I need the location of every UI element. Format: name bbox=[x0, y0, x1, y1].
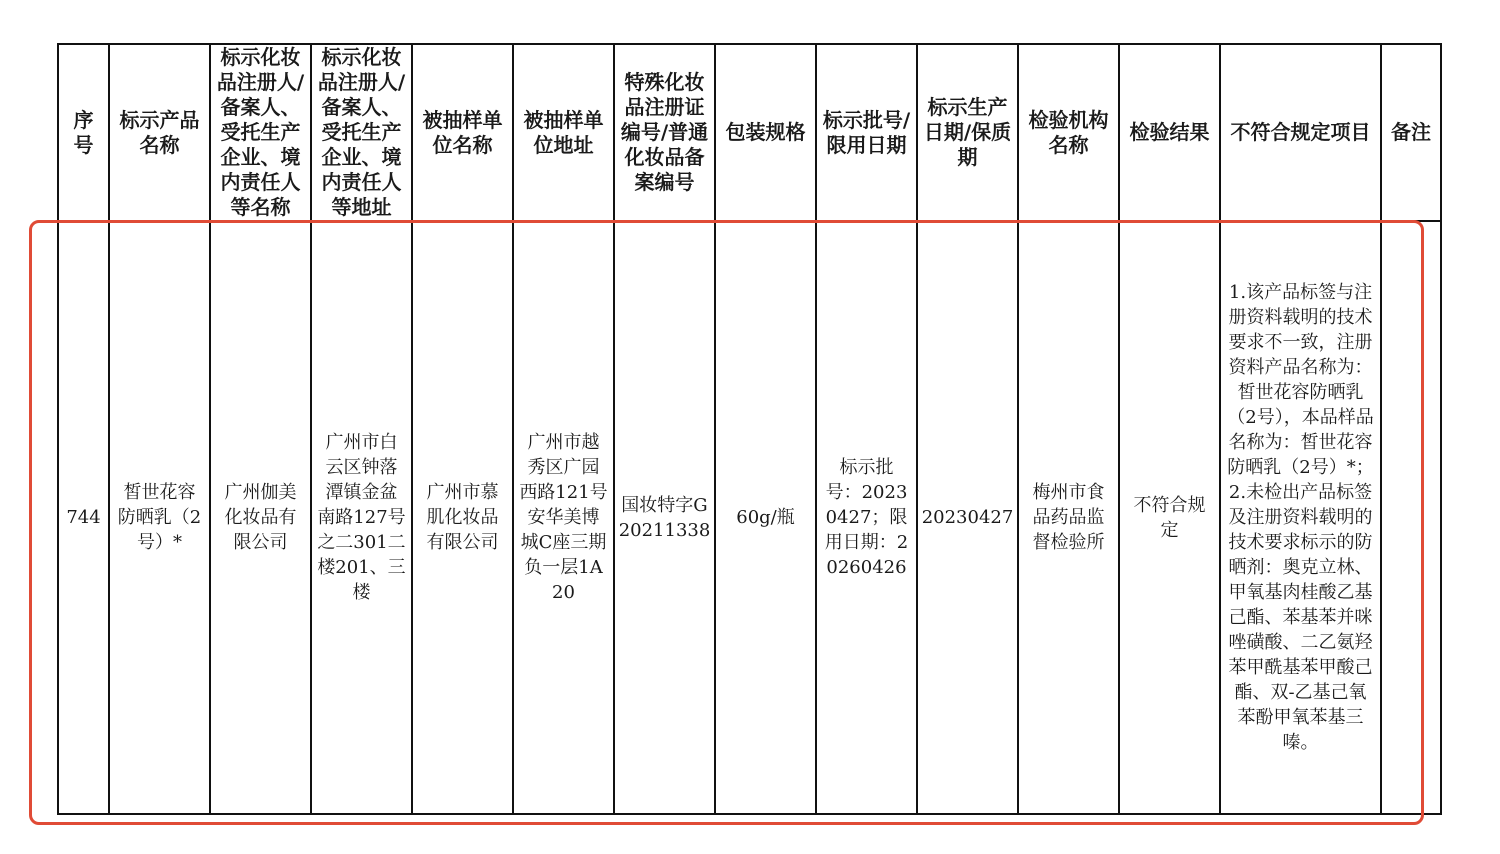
cell-registration-no: 国妆特字G20211338 bbox=[614, 221, 715, 814]
header-sampled-unit-name: 被抽样单位名称 bbox=[412, 44, 513, 221]
header-product-name: 标示产品名称 bbox=[109, 44, 210, 221]
cell-registrant-address: 广州市白云区钟落潭镇金盆南路127号之二301二楼201、三楼 bbox=[311, 221, 412, 814]
header-registrant-address: 标示化妆品注册人/备案人、受托生产企业、境内责任人等地址 bbox=[311, 44, 412, 221]
header-inspection-org: 检验机构名称 bbox=[1018, 44, 1119, 221]
cell-sampled-unit-address: 广州市越秀区广园西路121号安华美博城C座三期负一层1A20 bbox=[513, 221, 614, 814]
cell-production-date: 20230427 bbox=[917, 221, 1018, 814]
header-inspection-result: 检验结果 bbox=[1119, 44, 1220, 221]
cell-package-spec: 60g/瓶 bbox=[715, 221, 816, 814]
header-batch-expiry: 标示批号/限用日期 bbox=[816, 44, 917, 221]
cell-sampled-unit-name: 广州市慕肌化妆品有限公司 bbox=[412, 221, 513, 814]
cell-remarks bbox=[1381, 221, 1441, 814]
cell-registrant-name: 广州伽美化妆品有限公司 bbox=[210, 221, 311, 814]
cell-product-name: 皙世花容防晒乳（2号）* bbox=[109, 221, 210, 814]
header-registration-no: 特殊化妆品注册证编号/普通化妆品备案编号 bbox=[614, 44, 715, 221]
header-registrant-name: 标示化妆品注册人/备案人、受托生产企业、境内责任人等名称 bbox=[210, 44, 311, 221]
header-seq: 序号 bbox=[58, 44, 109, 221]
header-package-spec: 包装规格 bbox=[715, 44, 816, 221]
header-sampled-unit-address: 被抽样单位地址 bbox=[513, 44, 614, 221]
cell-inspection-result: 不符合规定 bbox=[1119, 221, 1220, 814]
header-remarks: 备注 bbox=[1381, 44, 1441, 221]
cell-noncompliant-items: 1.该产品标签与注册资料载明的技术要求不一致，注册资料产品名称为：皙世花容防晒乳（2号），本品样品名称为：皙世花容防晒乳（2号）*；2.未检出产品标签及注册资料载明的技术要求标示的防晒剂：奥克立林、甲氧基肉桂酸乙基己酯、苯基苯并咪唑磺酸、二乙氨羟苯甲酰基苯甲酸己酯、双-乙基己氧苯酚甲氧苯基三嗪。 bbox=[1220, 221, 1381, 814]
cell-batch-expiry: 标示批号：20230427；限用日期：20260426 bbox=[816, 221, 917, 814]
table-row bbox=[58, 221, 1441, 814]
cell-inspection-org: 梅州市食品药品监督检验所 bbox=[1018, 221, 1119, 814]
inspection-results-table bbox=[57, 43, 1442, 815]
header-production-date: 标示生产日期/保质期 bbox=[917, 44, 1018, 221]
header-noncompliant-items: 不符合规定项目 bbox=[1220, 44, 1381, 221]
header-row bbox=[58, 44, 1441, 221]
cell-seq: 744 bbox=[58, 221, 109, 814]
